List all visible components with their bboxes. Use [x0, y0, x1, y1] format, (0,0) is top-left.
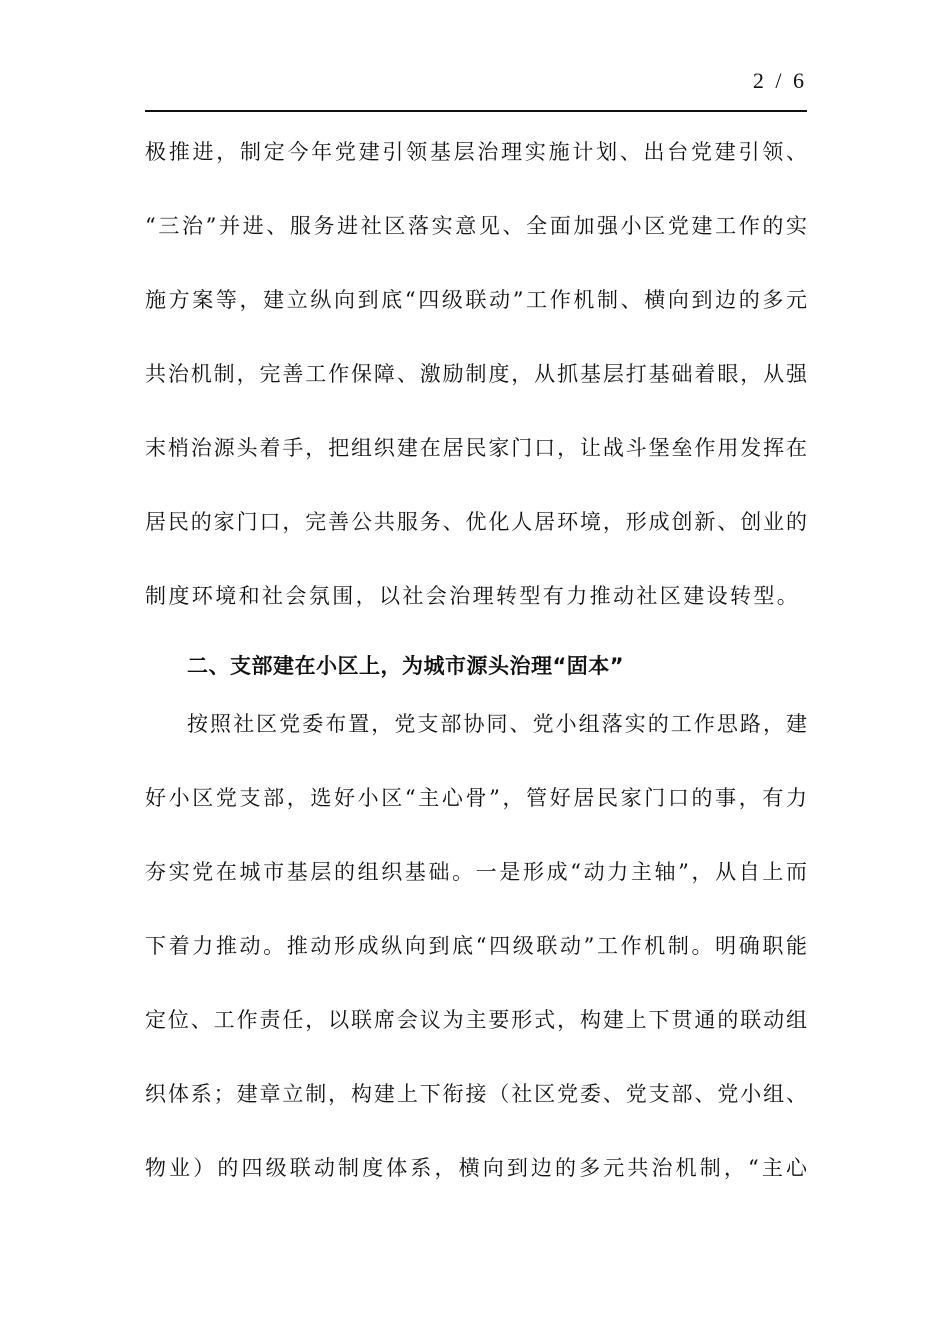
paragraph-line: 共治机制，完善工作保障、激励制度，从抓基层打基础着眼，从强 [145, 362, 807, 386]
paragraph-line: 极推进，制定今年党建引领基层治理实施计划、出台党建引领、 [145, 140, 807, 164]
paragraph-line: 末梢治源头着手，把组织建在居民家门口，让战斗堡垒作用发挥在 [145, 436, 807, 460]
paragraph-line: 好小区党支部，选好小区“主心骨”，管好居民家门口的事，有力 [145, 786, 807, 810]
paragraph-line: 织体系；建章立制，构建上下衔接（社区党委、党支部、党小组、 [145, 1082, 807, 1106]
page-number: 2 / 6 [752, 68, 807, 93]
paragraph-line: 夯实党在城市基层的组织基础。一是形成“动力主轴”，从自上而 [145, 860, 807, 884]
paragraph-line: 定位、工作责任，以联席会议为主要形式，构建上下贯通的联动组 [145, 1008, 807, 1032]
paragraph-line: 居民的家门口，完善公共服务、优化人居环境，形成创新、创业的 [145, 510, 807, 534]
paragraph-line: 物业）的四级联动制度体系，横向到边的多元共治机制，“主心 [145, 1156, 807, 1180]
paragraph-line: 按照社区党委布置，党支部协同、党小组落实的工作思路，建 [187, 712, 807, 736]
paragraph-line: “三治”并进、服务进社区落实意见、全面加强小区党建工作的实 [145, 214, 807, 238]
section-heading: 二、支部建在小区上，为城市源头治理“固本” [187, 654, 625, 678]
paragraph-line: 制度环境和社会氛围，以社会治理转型有力推动社区建设转型。 [145, 584, 801, 608]
paragraph-line: 施方案等，建立纵向到底“四级联动”工作机制、横向到边的多元 [145, 288, 807, 312]
header-rule [145, 110, 807, 112]
paragraph-line: 下着力推动。推动形成纵向到底“四级联动”工作机制。明确职能 [145, 934, 807, 958]
